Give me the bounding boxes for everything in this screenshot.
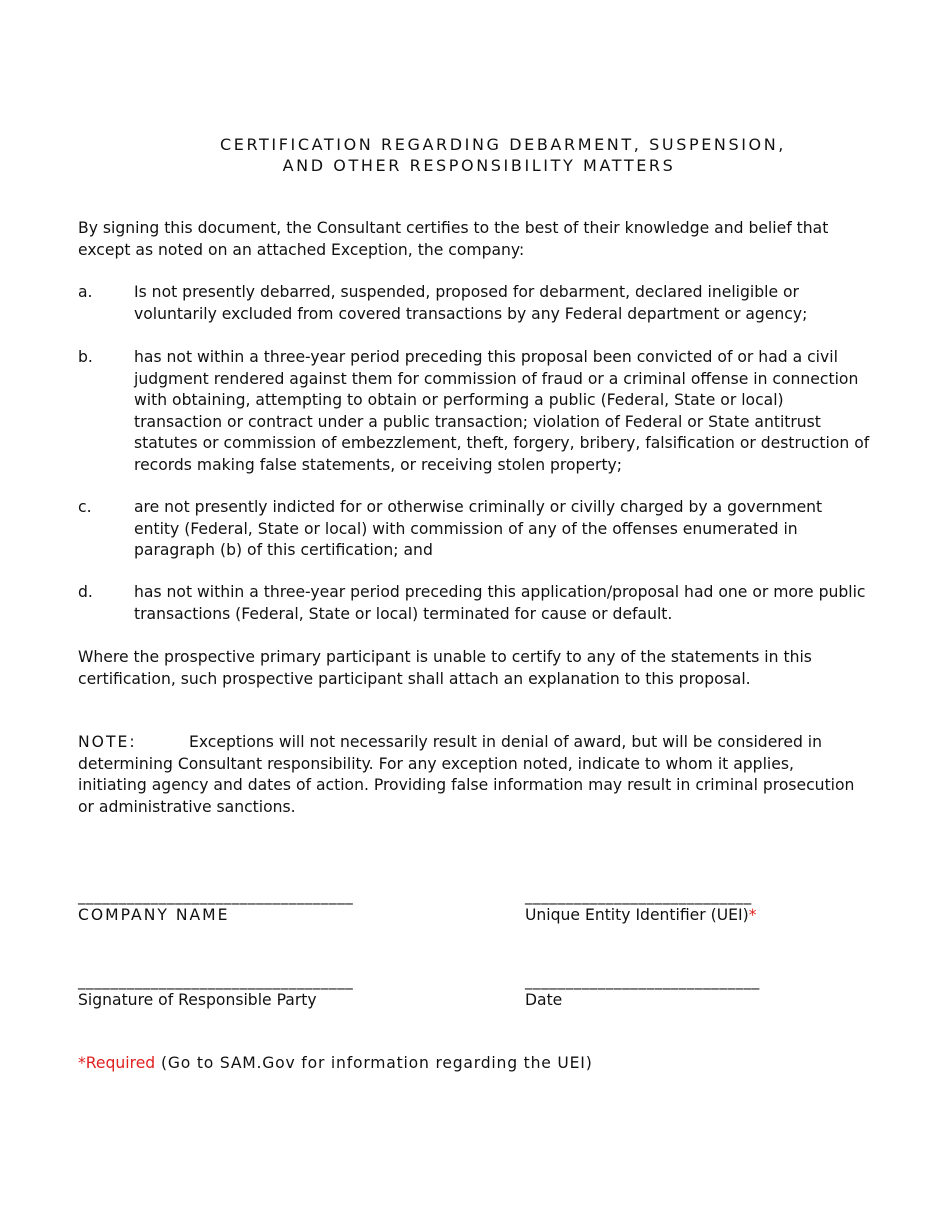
date-line[interactable]: _____________________________ xyxy=(525,972,760,990)
intro-paragraph: By signing this document, the Consultant certifies to the best of their knowledge and belief that except as noted on an attached Exception, the company: xyxy=(78,219,829,259)
company-name-label: COMPANY NAME xyxy=(78,906,230,924)
uei-line[interactable]: ____________________________ xyxy=(525,887,752,905)
list-item-letter: c. xyxy=(78,498,92,516)
note-label: NOTE: xyxy=(78,733,137,751)
document-title-line-2: AND OTHER RESPONSIBILITY MATTERS xyxy=(282,156,676,175)
required-asterisk: * xyxy=(748,906,757,924)
uei-label: Unique Entity Identifier (UEI) xyxy=(525,906,749,924)
list-item-text: has not within a three-year period preceding this application/proposal had one or more public transactions (Federal, State or local) terminated for cause or default. xyxy=(134,583,866,623)
list-item-text: are not presently indicted for or otherwise criminally or civilly charged by a government entity (Federal, State or local) with commission of any of the offenses enumerated in paragraph (b) of this certification; and xyxy=(134,498,823,559)
list-item-text: Is not presently debarred, suspended, proposed for debarment, declared ineligible or voluntarily excluded from covered transactions by any Federal department or agency; xyxy=(134,283,808,323)
list-item-letter: a. xyxy=(78,283,93,301)
list-item-letter: b. xyxy=(78,348,93,366)
company-name-line[interactable]: __________________________________ xyxy=(78,887,354,905)
date-label: Date xyxy=(525,991,563,1009)
uei-label-wrapper xyxy=(525,905,756,925)
signature-label: Signature of Responsible Party xyxy=(78,991,317,1009)
signature-line[interactable]: __________________________________ xyxy=(78,972,354,990)
list-item-letter: d. xyxy=(78,583,93,601)
document-title-line-1: CERTIFICATION REGARDING DEBARMENT, SUSPENSION, xyxy=(219,135,786,154)
required-info: (Go to SAM.Gov for information regarding the UEI) xyxy=(155,1054,593,1072)
required-label: *Required xyxy=(78,1054,156,1072)
explanation-paragraph: Where the prospective primary participant is unable to certify to any of the statements in this certification, such prospective participant shall attach an explanation to this proposal. xyxy=(78,648,812,688)
required-footnote xyxy=(78,1053,593,1074)
list-item-text: has not within a three-year period preceding this proposal been convicted of or had a civil judgment rendered against them for commission of fraud or a criminal offense in connection with obtaining, attempting to obtain or performing a public (Federal, State or local) transaction or contract under a public transaction; violation of Federal or State antitrust statutes or commission of embezzlement, theft, forgery, bribery, falsification or destruction of records making false statements, or receiving stolen property; xyxy=(134,348,870,474)
note-text: Exceptions will not necessarily result in denial of award, but will be considered in determining Consultant responsibility. For any exception noted, indicate to whom it applies, initiating agency and dates of action. Providing false information may result in criminal prosecution or administrative sanctions. xyxy=(78,733,855,816)
note-paragraph xyxy=(78,732,858,818)
